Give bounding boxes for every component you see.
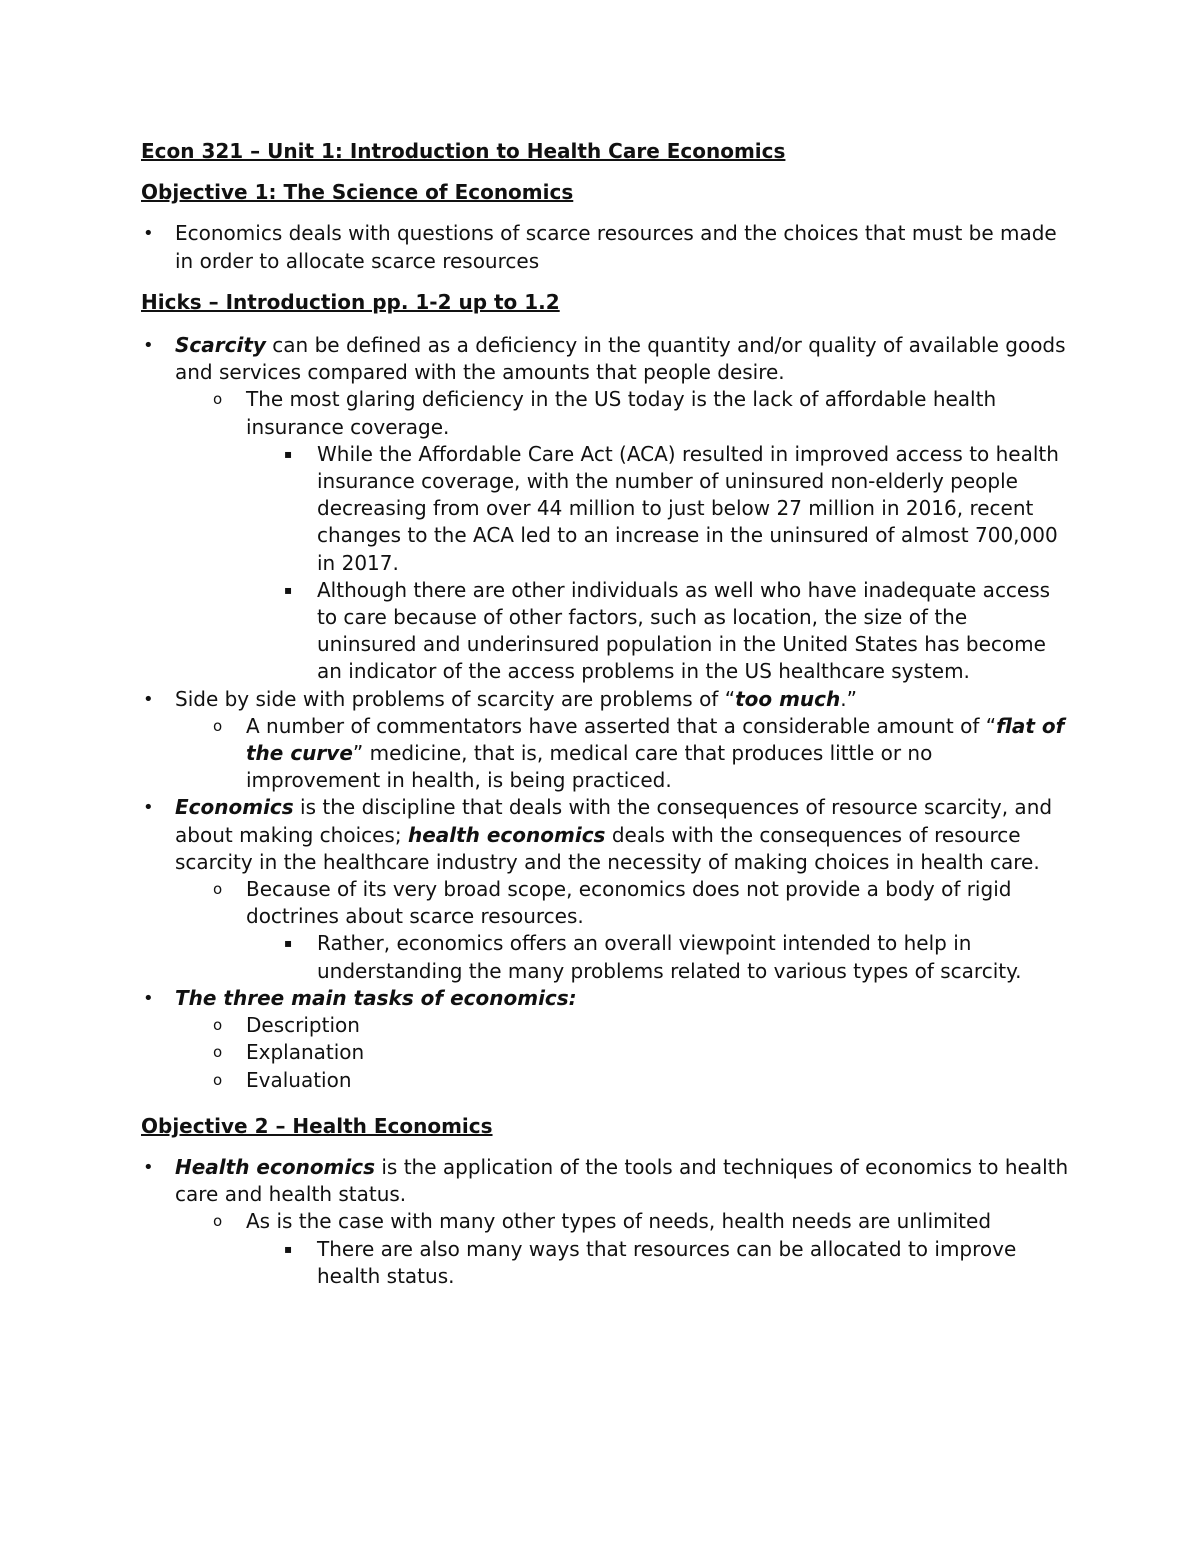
objective-2-heading: Objective 2 – Health Economics: [141, 1113, 493, 1138]
circle-marker: o: [213, 716, 223, 735]
term-flat-of-the-curve: flat of the curve: [246, 713, 1065, 766]
hicks-heading: Hicks – Introduction pp. 1-2 up to 1.2: [141, 289, 560, 314]
list-item: [141, 713, 1071, 795]
item-text: Economics deals with questions of scarce resources and the choices that must be made in order to allocate scarce resources: [175, 221, 1057, 273]
list-item: [141, 1039, 1071, 1066]
bullet-marker: •: [143, 335, 154, 357]
hicks-list: [141, 332, 1071, 1094]
term-scarcity: Scarcity: [175, 333, 266, 358]
bullet-marker: •: [143, 987, 154, 1009]
list-item: [141, 686, 1071, 713]
term-economics: Economics: [175, 795, 294, 820]
objective-1-list: [141, 220, 1071, 274]
list-item: [141, 332, 1071, 386]
term-health-economics: health economics: [407, 822, 606, 847]
tasks-heading: The three main tasks of economics:: [175, 985, 577, 1010]
list-item: [141, 1067, 1071, 1094]
item-text: .”: [840, 686, 857, 711]
list-item: [141, 441, 1071, 577]
bullet-marker: •: [143, 688, 154, 710]
item-text: There are also many ways that resources can be allocated to improve health status.: [317, 1236, 1017, 1288]
list-item: [141, 794, 1071, 876]
circle-marker: o: [213, 1043, 223, 1062]
square-marker: ▪: [284, 582, 293, 597]
item-text: Rather, economics offers an overall viewpoint intended to help in understanding the many problems related to various types of scarcity.: [317, 931, 1022, 983]
circle-marker: o: [213, 1016, 223, 1035]
list-item: [141, 876, 1071, 930]
objective-2-list: [141, 1154, 1071, 1290]
list-item: [141, 1208, 1071, 1235]
item-text: The most glaring deficiency in the US today is the lack of affordable health insurance coverage.: [246, 387, 997, 439]
square-marker: ▪: [284, 936, 293, 951]
item-text: Side by side with problems of scarcity are problems of “: [175, 686, 736, 711]
circle-marker: o: [213, 390, 223, 409]
bullet-marker: •: [143, 223, 154, 245]
bullet-marker: •: [143, 797, 154, 819]
list-item: [141, 1012, 1071, 1039]
square-marker: ▪: [284, 1241, 293, 1256]
circle-marker: o: [213, 1212, 223, 1231]
term-too-much: too much: [735, 686, 841, 711]
list-item: [141, 386, 1071, 440]
item-text: Although there are other individuals as well who have inadequate access to care because of other factors, such as location, the size of the uninsured and underinsured population in the United States has become an indicator of the access problems in the US healthcare system.: [317, 577, 1051, 684]
item-text: Because of its very broad scope, economics does not provide a body of rigid doctrines about scarce resources.: [246, 877, 1012, 929]
item-text: is the application of the tools and techniques of economics to health care and health status.: [175, 1154, 1069, 1207]
item-text: A number of commentators have asserted that a considerable amount of “: [246, 713, 997, 738]
term-health-economics: Health economics: [175, 1154, 376, 1179]
item-text: Evaluation: [246, 1067, 352, 1092]
item-text: deals with the consequences of resource scarcity in the healthcare industry and the necessity of making choices in health care.: [175, 822, 1040, 874]
circle-marker: o: [213, 880, 223, 899]
item-text: Explanation: [246, 1040, 365, 1065]
bullet-marker: •: [143, 1156, 154, 1178]
square-marker: ▪: [284, 446, 293, 461]
item-text: is the discipline that deals with the consequences of resource scarcity, and about making choices;: [175, 795, 1053, 847]
item-text: can be defined as a deficiency in the quantity and/or quality of available goods and services compared with the amounts that people desire.: [175, 333, 1066, 385]
item-text: While the Affordable Care Act (ACA) resulted in improved access to health insurance coverage, with the number of uninsured non-elderly people decreasing from over 44 million to just below 27 million in 2016, recent changes to the ACA led to an increase in the uninsured of almost 700,000 in 2017.: [317, 441, 1059, 575]
circle-marker: o: [213, 1070, 223, 1089]
item-text: Description: [246, 1013, 360, 1038]
list-item: [141, 1154, 1071, 1208]
item-text: ” medicine, that is, medical care that produces little or no improvement in health, is being practiced.: [246, 741, 933, 793]
list-item: [141, 985, 1071, 1012]
list-item: [141, 930, 1071, 984]
objective-1-heading: Objective 1: The Science of Economics: [141, 180, 574, 205]
document-body: [141, 138, 1071, 1290]
list-item: [141, 1236, 1071, 1290]
item-text: As is the case with many other types of needs, health needs are unlimited: [246, 1209, 992, 1234]
list-item: [141, 577, 1071, 686]
page-title: Econ 321 – Unit 1: Introduction to Health Care Economics: [141, 139, 786, 163]
list-item: [141, 220, 1071, 274]
